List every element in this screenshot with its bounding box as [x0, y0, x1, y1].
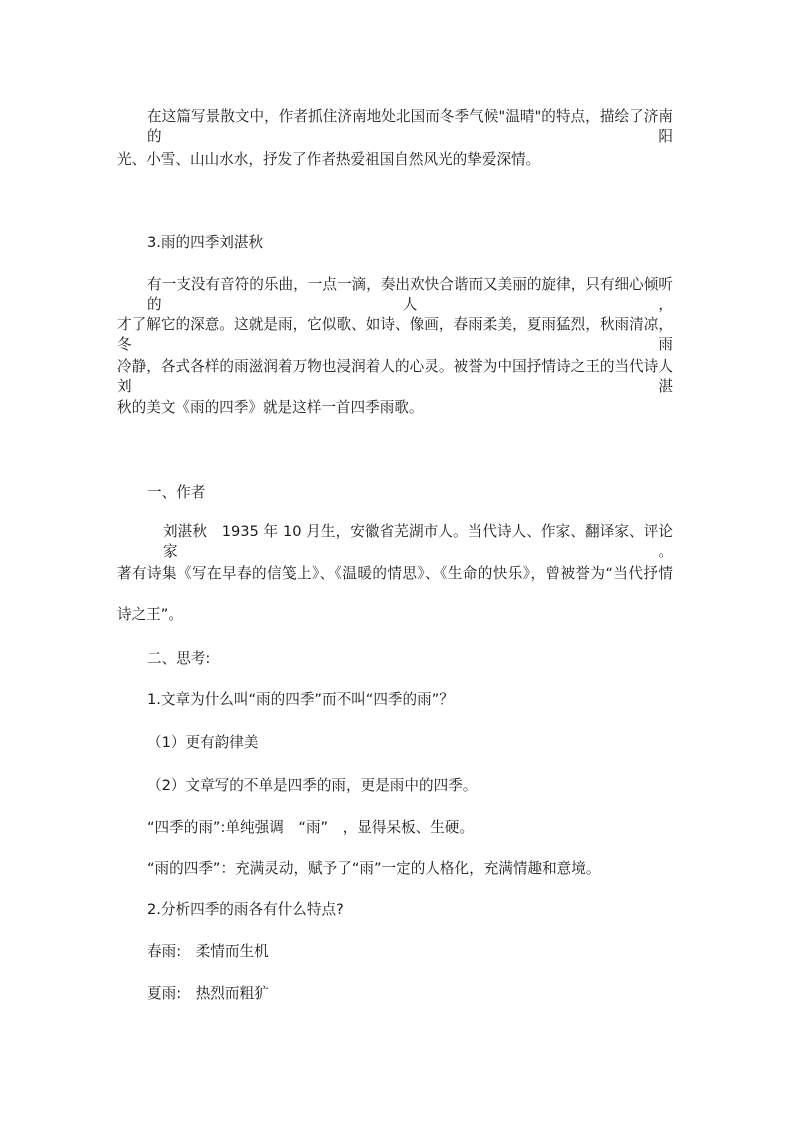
answer-line: “雨的四季”：充满灵动，赋予了“雨”一定的人格化，充满情趣和意境。: [147, 860, 601, 877]
answer-line: （1）更有韵律美: [147, 734, 259, 751]
question: 2.分析四季的雨各有什么特点?: [147, 901, 344, 918]
section-heading: 一、作者: [147, 484, 206, 501]
paragraph-line: 著有诗集《写在早春的信笺上》、《温暖的情思》、《生命的快乐》，曾被誉为“当代抒情: [117, 565, 673, 582]
section-heading: 3.雨的四季刘湛秋: [147, 234, 264, 251]
paragraph-line: 诗之王”。: [117, 606, 183, 623]
paragraph-line: 冷静，各式各样的雨滋润着万物也浸润着人的心灵。被誉为中国抒情诗之王的当代诗人刘湛: [117, 358, 673, 395]
answer-line: “四季的雨”:单纯强调 “雨” ，显得呆板、生硬。: [147, 819, 475, 836]
paragraph-line: 有一支没有音符的乐曲，一点一滴，奏出欢快合谐而又美丽的旋律，只有细心倾听的人，: [147, 276, 673, 313]
paragraph-line: 才了解它的深意。这就是雨，它似歌、如诗、像画，春雨柔美，夏雨猛烈，秋雨清凉，冬雨: [117, 316, 673, 353]
answer-line: 夏雨: 热烈而粗犷: [147, 985, 269, 1002]
paragraph-line: 刘湛秋 1935 年 10 月生，安徽省芜湖市人。当代诗人、作家、翻译家、评论家。: [163, 523, 673, 560]
answer-line: 春雨: 柔情而生机: [147, 943, 269, 960]
answer-line: （2）文章写的不单是四季的雨，更是雨中的四季。: [147, 777, 478, 794]
paragraph-line: 在这篇写景散文中，作者抓住济南地处北国而冬季气候"温晴"的特点，描绘了济南的阳: [147, 108, 673, 145]
section-heading: 二、思考:: [147, 650, 211, 667]
paragraph-line: 秋的美文《雨的四季》就是这样一首四季雨歌。: [117, 399, 424, 416]
question: 1.文章为什么叫“雨的四季”而不叫“四季的雨”？: [147, 691, 454, 708]
paragraph-line: 光、小雪、山山水水，抒发了作者热爱祖国自然风光的挚爱深情。: [117, 151, 541, 168]
